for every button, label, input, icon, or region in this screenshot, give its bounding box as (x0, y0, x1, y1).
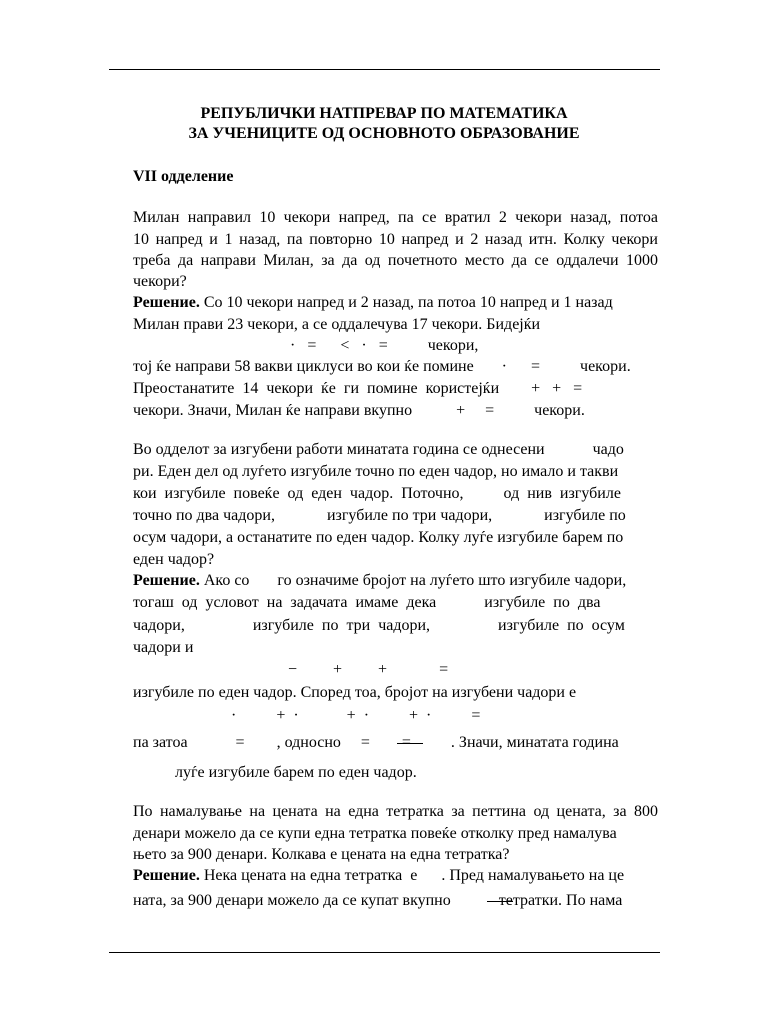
problem-2-line: кои изгубиле повеќе од еден чадор. Поточно, од нив изгубиле (133, 485, 621, 502)
fraction-bar (487, 901, 513, 902)
solution-2-line: па затоа = , односно = = . Значи, минатата година (133, 734, 619, 751)
problem-3-line: денари можело да се купи една тетратка повеќе отколку пред намалува (133, 825, 617, 842)
solution-1-formula: · = < · = чекори, (290, 337, 479, 354)
top-rule (109, 69, 660, 70)
problem-3-line: њето за 900 денари. Колкава е цената на една тетратка? (133, 846, 510, 863)
solution-2-line: изгубиле по еден чадор. Според тоа, бројот на изгубени чадори е (133, 684, 577, 701)
solution-2-line: чадори, изгубиле по три чадори, изгубиле по осум (133, 617, 625, 634)
solution-3-line: Решение. Нека цената на една тетратка е . Пред намалувањето на це (133, 867, 625, 884)
solution-2-line: луѓе изгубиле барем по еден чадор. (175, 764, 417, 781)
solution-1-line: Милан прави 23 чекори, а се оддалечува 17 чекори. Бидејќи (133, 316, 541, 333)
page-title-line1: РЕПУБЛИЧКИ НАТПРЕВАР ПО МАТЕМАТИКА (200, 105, 568, 122)
problem-1-line: треба да направи Милан, за да од почетното место да се оддалечи 1000 (133, 252, 658, 269)
problem-2-line: еден чадор? (133, 551, 215, 568)
problem-3-line: По намалување на цената на една тетратка за петтина од цената, за 800 (133, 803, 658, 820)
problem-2-line: Во одделот за изгубени работи минатата година се однесени чадо (133, 441, 624, 458)
grade-heading: VII одделение (133, 168, 234, 185)
solution-2-formula: − + + = (288, 661, 449, 678)
solution-label: Решение. (133, 294, 200, 311)
solution-label: Решение. (133, 572, 200, 589)
bottom-rule (109, 952, 660, 953)
solution-label: Решение. (133, 867, 200, 884)
solution-2-line: Решение. Ако со го означиме бројот на луѓето што изгубиле чадори, (133, 572, 627, 589)
solution-2-formula: · + · + · + · = (231, 707, 481, 724)
problem-2-line: осум чадори, а останатите по еден чадор. Колку луѓе изгубиле барем по (133, 529, 624, 546)
solution-3-line: ната, за 900 денари можело да се купат вкупно тетратки. По нама (133, 892, 623, 909)
solution-1-line: чекори. Значи, Милан ќе направи вкупно + = чекори. (133, 402, 585, 419)
solution-1-line: Решение. Со 10 чекори напред и 2 назад, па потоа 10 напред и 1 назад (133, 294, 613, 311)
solution-2-line: чадори и (133, 639, 194, 656)
solution-2-line: тогаш од условот на задачата имаме дека изгубиле по два (133, 594, 601, 611)
problem-2-line: точно по два чадори, изгубиле по три чадори, изгубиле по (133, 507, 626, 524)
solution-1-line: тој ќе направи 58 вакви циклуси во кои ќе помине · = чекори. (133, 358, 631, 375)
problem-2-line: ри. Еден дел од луѓето изгубиле точно по еден чадор, но имало и такви (133, 463, 619, 480)
solution-1-line: Преостанатите 14 чекори ќе ги помине користејќи + + = (133, 380, 583, 397)
fraction-bar (397, 743, 423, 744)
problem-1-line: чекори? (133, 273, 187, 290)
problem-1-line: Милан направил 10 чекори напред, па се вратил 2 чекори назад, потоа (133, 209, 658, 226)
problem-1-line: 10 напред и 1 назад, па повторно 10 напред и 2 назад итн. Колку чекори (133, 231, 658, 248)
page-title-line2: ЗА УЧЕНИЦИТЕ ОД ОСНОВНОТО ОБРАЗОВАНИЕ (188, 125, 580, 142)
